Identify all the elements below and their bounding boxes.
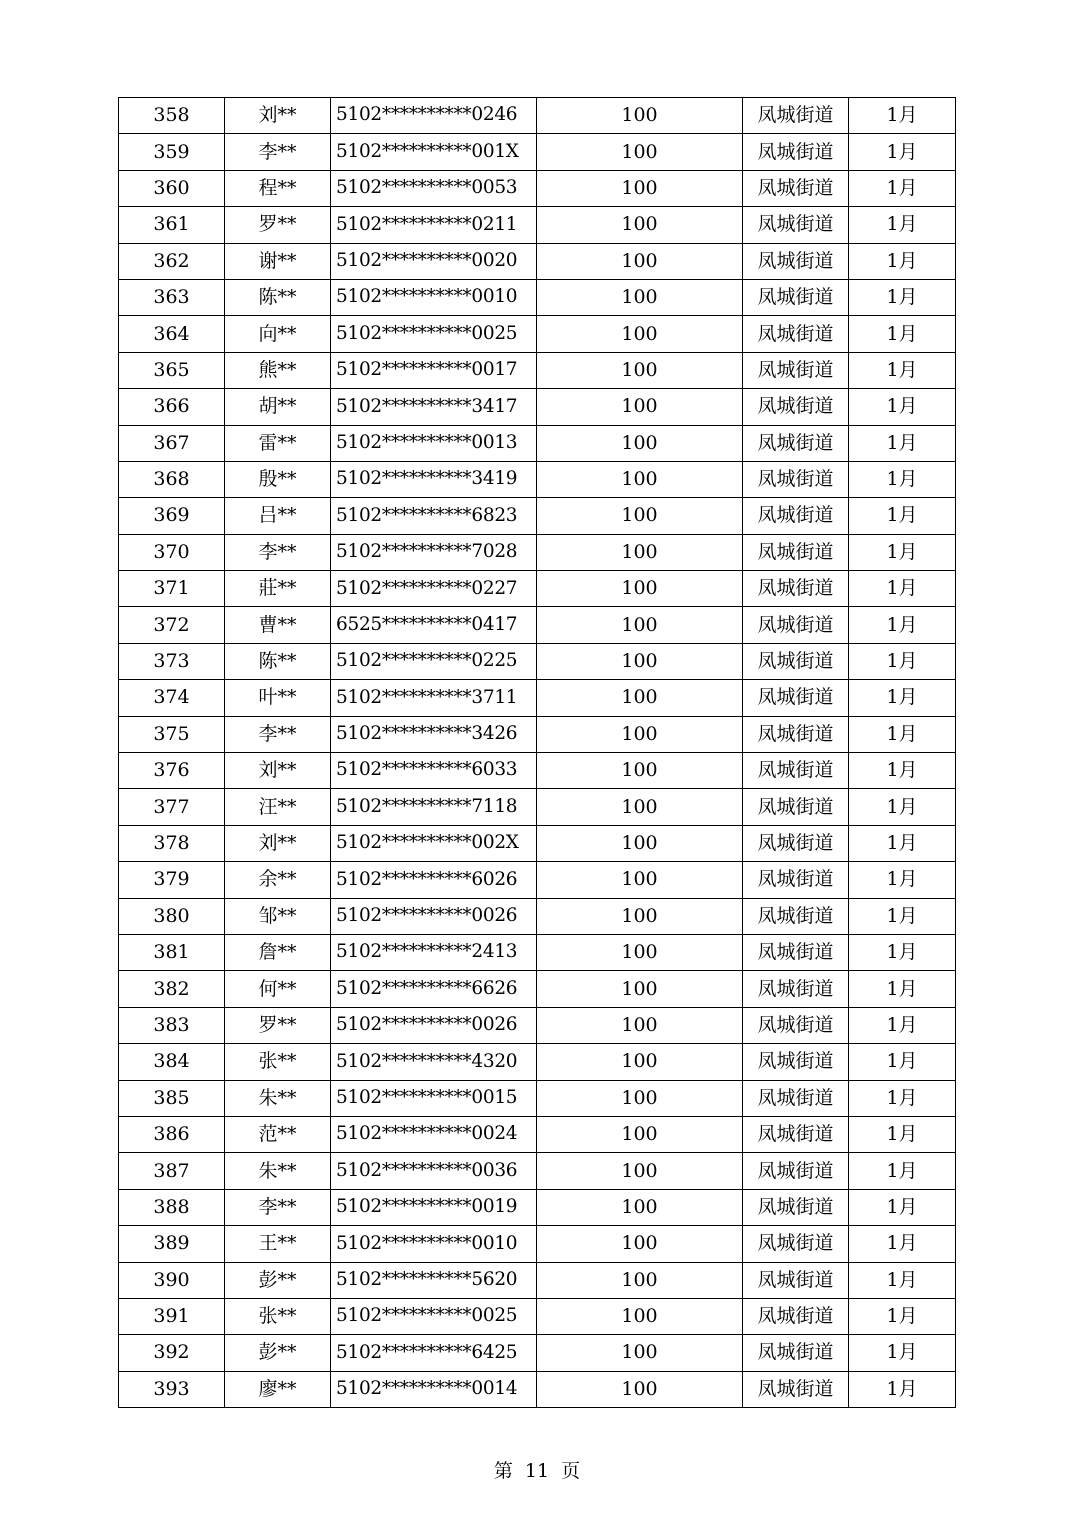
row-number-cell: 368 <box>119 461 225 497</box>
name-cell: 陈** <box>225 279 331 315</box>
table-row <box>119 1371 956 1407</box>
row-number-cell: 376 <box>119 753 225 789</box>
name-cell: 余** <box>225 862 331 898</box>
table-row <box>119 1153 956 1189</box>
name-cell: 刘** <box>225 825 331 861</box>
month-cell: 1月 <box>849 352 956 388</box>
id-number-cell: 5102**********0026 <box>331 1007 537 1043</box>
row-number-cell: 379 <box>119 862 225 898</box>
id-number-cell: 5102**********002X <box>331 825 537 861</box>
amount-cell: 100 <box>537 425 743 461</box>
month-cell: 1月 <box>849 534 956 570</box>
table-row <box>119 1044 956 1080</box>
row-number-cell: 360 <box>119 170 225 206</box>
name-cell: 程** <box>225 170 331 206</box>
row-number-cell: 386 <box>119 1116 225 1152</box>
name-cell: 罗** <box>225 1007 331 1043</box>
month-cell: 1月 <box>849 753 956 789</box>
area-cell: 凤城街道 <box>743 534 849 570</box>
page-footer <box>0 1456 1074 1483</box>
area-cell: 凤城街道 <box>743 498 849 534</box>
row-number-cell: 390 <box>119 1262 225 1298</box>
id-number-cell: 5102**********0010 <box>331 279 537 315</box>
area-cell: 凤城街道 <box>743 243 849 279</box>
id-number-cell: 5102**********3419 <box>331 461 537 497</box>
name-cell: 范** <box>225 1116 331 1152</box>
row-number-cell: 393 <box>119 1371 225 1407</box>
area-cell: 凤城街道 <box>743 425 849 461</box>
name-cell: 雷** <box>225 425 331 461</box>
table-row <box>119 825 956 861</box>
month-cell: 1月 <box>849 461 956 497</box>
month-cell: 1月 <box>849 1335 956 1371</box>
name-cell: 吕** <box>225 498 331 534</box>
table-row <box>119 316 956 352</box>
table-row <box>119 898 956 934</box>
table-row <box>119 680 956 716</box>
area-cell: 凤城街道 <box>743 1371 849 1407</box>
area-cell: 凤城街道 <box>743 389 849 425</box>
amount-cell: 100 <box>537 716 743 752</box>
name-cell: 李** <box>225 134 331 170</box>
name-cell: 汪** <box>225 789 331 825</box>
table-row <box>119 170 956 206</box>
amount-cell: 100 <box>537 862 743 898</box>
id-number-cell: 6525**********0417 <box>331 607 537 643</box>
amount-cell: 100 <box>537 1007 743 1043</box>
name-cell: 张** <box>225 1044 331 1080</box>
row-number-cell: 384 <box>119 1044 225 1080</box>
id-number-cell: 5102**********0246 <box>331 98 537 134</box>
row-number-cell: 391 <box>119 1298 225 1334</box>
table-row <box>119 607 956 643</box>
table-row <box>119 862 956 898</box>
name-cell: 彭** <box>225 1262 331 1298</box>
table-row <box>119 425 956 461</box>
area-cell: 凤城街道 <box>743 1298 849 1334</box>
month-cell: 1月 <box>849 971 956 1007</box>
table-row <box>119 971 956 1007</box>
amount-cell: 100 <box>537 1116 743 1152</box>
area-cell: 凤城街道 <box>743 279 849 315</box>
row-number-cell: 359 <box>119 134 225 170</box>
id-number-cell: 5102**********3417 <box>331 389 537 425</box>
amount-cell: 100 <box>537 461 743 497</box>
amount-cell: 100 <box>537 389 743 425</box>
name-cell: 胡** <box>225 389 331 425</box>
table-row <box>119 352 956 388</box>
name-cell: 何** <box>225 971 331 1007</box>
area-cell: 凤城街道 <box>743 461 849 497</box>
month-cell: 1月 <box>849 680 956 716</box>
table-row <box>119 643 956 679</box>
amount-cell: 100 <box>537 1153 743 1189</box>
area-cell: 凤城街道 <box>743 643 849 679</box>
area-cell: 凤城街道 <box>743 352 849 388</box>
name-cell: 王** <box>225 1226 331 1262</box>
table-row <box>119 934 956 970</box>
month-cell: 1月 <box>849 643 956 679</box>
area-cell: 凤城街道 <box>743 170 849 206</box>
amount-cell: 100 <box>537 134 743 170</box>
month-cell: 1月 <box>849 316 956 352</box>
amount-cell: 100 <box>537 971 743 1007</box>
id-number-cell: 5102**********0019 <box>331 1189 537 1225</box>
name-cell: 廖** <box>225 1371 331 1407</box>
row-number-cell: 367 <box>119 425 225 461</box>
name-cell: 谢** <box>225 243 331 279</box>
amount-cell: 100 <box>537 1371 743 1407</box>
row-number-cell: 362 <box>119 243 225 279</box>
row-number-cell: 370 <box>119 534 225 570</box>
row-number-cell: 374 <box>119 680 225 716</box>
id-number-cell: 5102**********6026 <box>331 862 537 898</box>
row-number-cell: 388 <box>119 1189 225 1225</box>
id-number-cell: 5102**********5620 <box>331 1262 537 1298</box>
month-cell: 1月 <box>849 498 956 534</box>
table-row <box>119 753 956 789</box>
name-cell: 张** <box>225 1298 331 1334</box>
area-cell: 凤城街道 <box>743 1262 849 1298</box>
area-cell: 凤城街道 <box>743 98 849 134</box>
area-cell: 凤城街道 <box>743 1007 849 1043</box>
id-number-cell: 5102**********0211 <box>331 207 537 243</box>
id-number-cell: 5102**********0017 <box>331 352 537 388</box>
amount-cell: 100 <box>537 1189 743 1225</box>
table-row <box>119 1007 956 1043</box>
area-cell: 凤城街道 <box>743 862 849 898</box>
month-cell: 1月 <box>849 789 956 825</box>
amount-cell: 100 <box>537 352 743 388</box>
area-cell: 凤城街道 <box>743 207 849 243</box>
id-number-cell: 5102**********0014 <box>331 1371 537 1407</box>
table-row <box>119 134 956 170</box>
amount-cell: 100 <box>537 607 743 643</box>
month-cell: 1月 <box>849 279 956 315</box>
name-cell: 李** <box>225 534 331 570</box>
amount-cell: 100 <box>537 316 743 352</box>
table-row <box>119 716 956 752</box>
id-number-cell: 5102**********3426 <box>331 716 537 752</box>
table-row <box>119 1080 956 1116</box>
amount-cell: 100 <box>537 243 743 279</box>
area-cell: 凤城街道 <box>743 1044 849 1080</box>
area-cell: 凤城街道 <box>743 1153 849 1189</box>
amount-cell: 100 <box>537 571 743 607</box>
row-number-cell: 361 <box>119 207 225 243</box>
row-number-cell: 375 <box>119 716 225 752</box>
name-cell: 罗** <box>225 207 331 243</box>
table-row <box>119 1335 956 1371</box>
name-cell: 李** <box>225 716 331 752</box>
id-number-cell: 5102**********7118 <box>331 789 537 825</box>
table-row <box>119 243 956 279</box>
month-cell: 1月 <box>849 716 956 752</box>
month-cell: 1月 <box>849 98 956 134</box>
roster-table-body <box>119 98 956 1408</box>
month-cell: 1月 <box>849 1298 956 1334</box>
month-cell: 1月 <box>849 170 956 206</box>
month-cell: 1月 <box>849 825 956 861</box>
id-number-cell: 5102**********3711 <box>331 680 537 716</box>
month-cell: 1月 <box>849 243 956 279</box>
area-cell: 凤城街道 <box>743 898 849 934</box>
table-row <box>119 207 956 243</box>
name-cell: 李** <box>225 1189 331 1225</box>
name-cell: 莊** <box>225 571 331 607</box>
name-cell: 向** <box>225 316 331 352</box>
amount-cell: 100 <box>537 1080 743 1116</box>
id-number-cell: 5102**********0020 <box>331 243 537 279</box>
month-cell: 1月 <box>849 571 956 607</box>
amount-cell: 100 <box>537 1262 743 1298</box>
row-number-cell: 382 <box>119 971 225 1007</box>
month-cell: 1月 <box>849 1262 956 1298</box>
month-cell: 1月 <box>849 934 956 970</box>
amount-cell: 100 <box>537 1044 743 1080</box>
row-number-cell: 389 <box>119 1226 225 1262</box>
id-number-cell: 5102**********2413 <box>331 934 537 970</box>
amount-cell: 100 <box>537 643 743 679</box>
table-row <box>119 1262 956 1298</box>
id-number-cell: 5102**********6425 <box>331 1335 537 1371</box>
month-cell: 1月 <box>849 1044 956 1080</box>
area-cell: 凤城街道 <box>743 1335 849 1371</box>
table-row <box>119 534 956 570</box>
amount-cell: 100 <box>537 898 743 934</box>
area-cell: 凤城街道 <box>743 934 849 970</box>
table-row <box>119 789 956 825</box>
month-cell: 1月 <box>849 389 956 425</box>
row-number-cell: 392 <box>119 1335 225 1371</box>
area-cell: 凤城街道 <box>743 789 849 825</box>
id-number-cell: 5102**********6033 <box>331 753 537 789</box>
amount-cell: 100 <box>537 753 743 789</box>
footer-prefix: 第 <box>493 1460 513 1482</box>
name-cell: 朱** <box>225 1080 331 1116</box>
area-cell: 凤城街道 <box>743 971 849 1007</box>
amount-cell: 100 <box>537 170 743 206</box>
table-row <box>119 1226 956 1262</box>
row-number-cell: 363 <box>119 279 225 315</box>
amount-cell: 100 <box>537 498 743 534</box>
name-cell: 熊** <box>225 352 331 388</box>
month-cell: 1月 <box>849 1153 956 1189</box>
month-cell: 1月 <box>849 207 956 243</box>
footer-suffix: 页 <box>561 1460 581 1482</box>
row-number-cell: 372 <box>119 607 225 643</box>
month-cell: 1月 <box>849 1080 956 1116</box>
area-cell: 凤城街道 <box>743 316 849 352</box>
row-number-cell: 371 <box>119 571 225 607</box>
name-cell: 邹** <box>225 898 331 934</box>
roster-table <box>118 97 956 1408</box>
month-cell: 1月 <box>849 862 956 898</box>
id-number-cell: 5102**********6823 <box>331 498 537 534</box>
amount-cell: 100 <box>537 279 743 315</box>
area-cell: 凤城街道 <box>743 134 849 170</box>
month-cell: 1月 <box>849 1226 956 1262</box>
table-row <box>119 1298 956 1334</box>
name-cell: 陈** <box>225 643 331 679</box>
amount-cell: 100 <box>537 1298 743 1334</box>
row-number-cell: 365 <box>119 352 225 388</box>
row-number-cell: 358 <box>119 98 225 134</box>
month-cell: 1月 <box>849 1189 956 1225</box>
amount-cell: 100 <box>537 534 743 570</box>
id-number-cell: 5102**********0227 <box>331 571 537 607</box>
month-cell: 1月 <box>849 1116 956 1152</box>
month-cell: 1月 <box>849 134 956 170</box>
area-cell: 凤城街道 <box>743 716 849 752</box>
table-row <box>119 571 956 607</box>
row-number-cell: 383 <box>119 1007 225 1043</box>
name-cell: 詹** <box>225 934 331 970</box>
name-cell: 曹** <box>225 607 331 643</box>
month-cell: 1月 <box>849 425 956 461</box>
area-cell: 凤城街道 <box>743 753 849 789</box>
table-row <box>119 279 956 315</box>
name-cell: 殷** <box>225 461 331 497</box>
id-number-cell: 5102**********0225 <box>331 643 537 679</box>
name-cell: 朱** <box>225 1153 331 1189</box>
row-number-cell: 366 <box>119 389 225 425</box>
row-number-cell: 378 <box>119 825 225 861</box>
area-cell: 凤城街道 <box>743 1226 849 1262</box>
amount-cell: 100 <box>537 680 743 716</box>
month-cell: 1月 <box>849 898 956 934</box>
area-cell: 凤城街道 <box>743 825 849 861</box>
amount-cell: 100 <box>537 825 743 861</box>
month-cell: 1月 <box>849 607 956 643</box>
id-number-cell: 5102**********0013 <box>331 425 537 461</box>
amount-cell: 100 <box>537 98 743 134</box>
id-number-cell: 5102**********0024 <box>331 1116 537 1152</box>
table-row <box>119 1116 956 1152</box>
id-number-cell: 5102**********0026 <box>331 898 537 934</box>
month-cell: 1月 <box>849 1007 956 1043</box>
area-cell: 凤城街道 <box>743 1116 849 1152</box>
table-row <box>119 389 956 425</box>
id-number-cell: 5102**********0053 <box>331 170 537 206</box>
id-number-cell: 5102**********0015 <box>331 1080 537 1116</box>
area-cell: 凤城街道 <box>743 680 849 716</box>
row-number-cell: 387 <box>119 1153 225 1189</box>
area-cell: 凤城街道 <box>743 571 849 607</box>
area-cell: 凤城街道 <box>743 607 849 643</box>
table-row <box>119 498 956 534</box>
area-cell: 凤城街道 <box>743 1080 849 1116</box>
name-cell: 彭** <box>225 1335 331 1371</box>
row-number-cell: 385 <box>119 1080 225 1116</box>
name-cell: 叶** <box>225 680 331 716</box>
row-number-cell: 369 <box>119 498 225 534</box>
table-row <box>119 1189 956 1225</box>
id-number-cell: 5102**********0025 <box>331 316 537 352</box>
row-number-cell: 380 <box>119 898 225 934</box>
area-cell: 凤城街道 <box>743 1189 849 1225</box>
table-row <box>119 98 956 134</box>
amount-cell: 100 <box>537 789 743 825</box>
id-number-cell: 5102**********7028 <box>331 534 537 570</box>
amount-cell: 100 <box>537 1335 743 1371</box>
row-number-cell: 381 <box>119 934 225 970</box>
month-cell: 1月 <box>849 1371 956 1407</box>
amount-cell: 100 <box>537 1226 743 1262</box>
id-number-cell: 5102**********0025 <box>331 1298 537 1334</box>
amount-cell: 100 <box>537 207 743 243</box>
name-cell: 刘** <box>225 753 331 789</box>
page-number: 11 <box>524 1460 550 1482</box>
row-number-cell: 364 <box>119 316 225 352</box>
id-number-cell: 5102**********0010 <box>331 1226 537 1262</box>
name-cell: 刘** <box>225 98 331 134</box>
id-number-cell: 5102**********4320 <box>331 1044 537 1080</box>
id-number-cell: 5102**********0036 <box>331 1153 537 1189</box>
table-row <box>119 461 956 497</box>
row-number-cell: 373 <box>119 643 225 679</box>
id-number-cell: 5102**********6626 <box>331 971 537 1007</box>
id-number-cell: 5102**********001X <box>331 134 537 170</box>
row-number-cell: 377 <box>119 789 225 825</box>
amount-cell: 100 <box>537 934 743 970</box>
